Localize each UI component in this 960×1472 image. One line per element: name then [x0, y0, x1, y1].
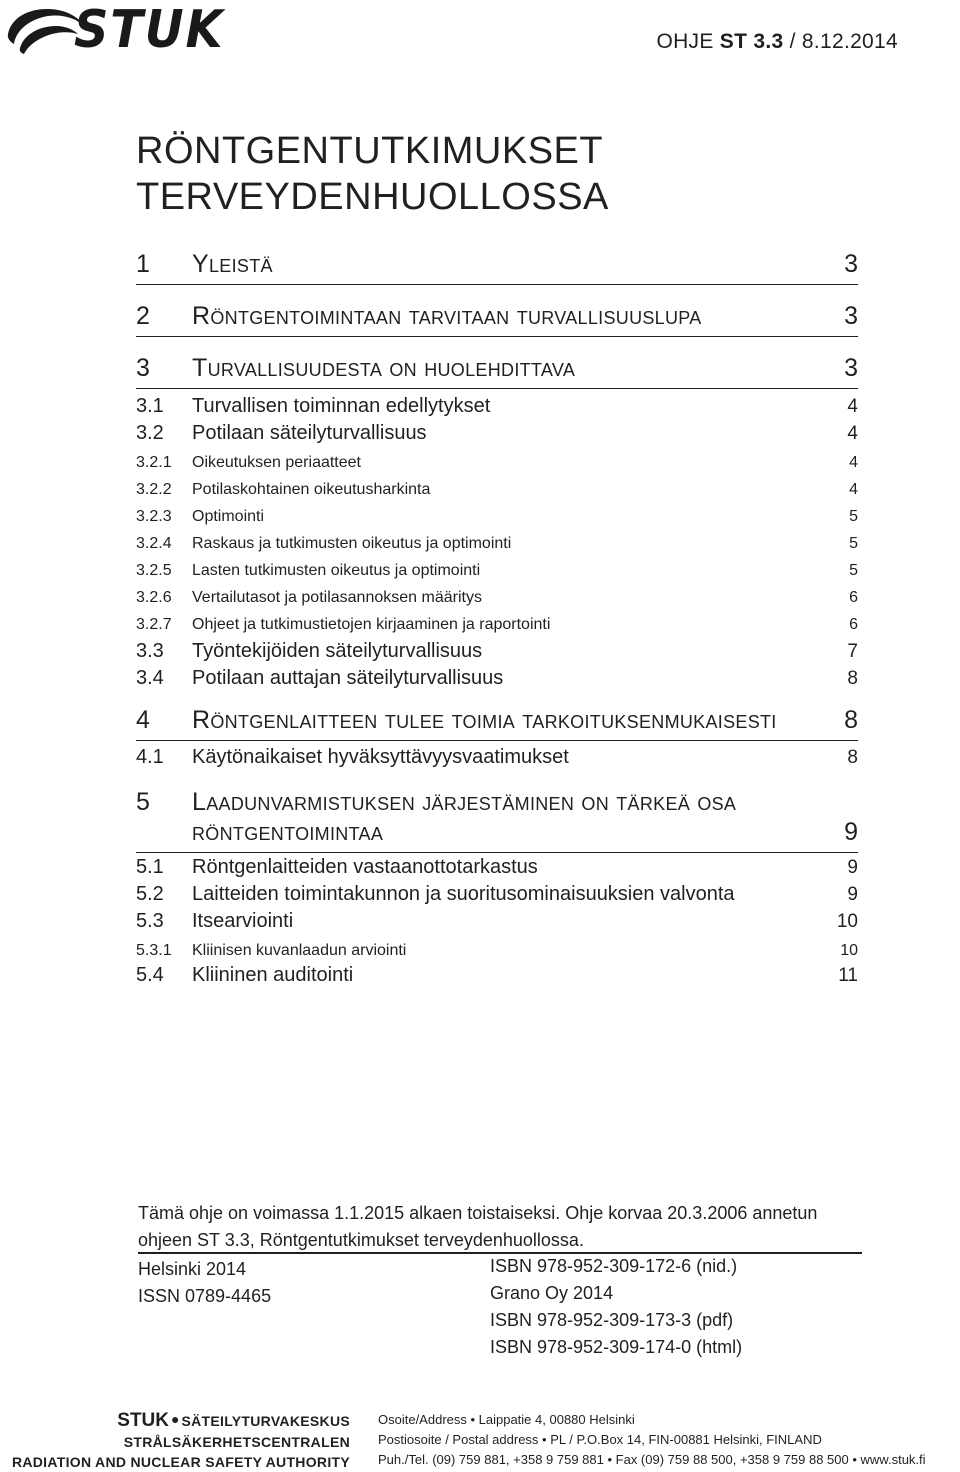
- toc-page: 4: [847, 423, 858, 444]
- isbn-html: ISBN 978-952-309-174-0 (html): [490, 1337, 743, 1357]
- toc-entry[interactable]: [136, 856, 858, 879]
- toc-page: 9: [844, 818, 858, 846]
- toc-page: 4: [849, 481, 858, 498]
- toc-text: Itsearviointi: [192, 910, 294, 932]
- toc-entry[interactable]: [136, 746, 858, 769]
- isbn-pdf: ISBN 978-952-309-173-3 (pdf): [490, 1310, 734, 1330]
- toc-number: 3.2.2: [136, 481, 172, 498]
- toc-entry[interactable]: [136, 942, 858, 960]
- toc-text: Lasten tutkimusten oikeutus ja optimointi: [192, 562, 481, 579]
- toc-text: Turvallisuudesta on huolehdittava: [192, 354, 576, 382]
- toc-entry[interactable]: [136, 535, 858, 553]
- toc-text: Työntekijöiden säteilyturvallisuus: [192, 640, 483, 662]
- toc-entry[interactable]: [136, 395, 858, 418]
- toc-text: Käytönaikaiset hyväksyttävyysvaatimukset: [192, 746, 569, 768]
- toc-page: 5: [849, 508, 858, 525]
- toc-entry[interactable]: [136, 706, 858, 741]
- postal-address: Postiosoite / Postal address • PL / P.O.Box 14, FIN-00881 Helsinki, FINLAND: [378, 1432, 822, 1447]
- toc-text: Potilaan auttajan säteilyturvallisuus: [192, 667, 504, 689]
- toc-entry[interactable]: [136, 883, 858, 906]
- toc-entry[interactable]: [136, 910, 858, 933]
- validity-note: Tämä ohje on voimassa 1.1.2015 alkaen toistaiseksi. Ohje korvaa 20.3.2006 annetun ohjeen ST 3.3, Röntgentutkimukset terveydenhuollossa.: [138, 1203, 818, 1250]
- toc-entry-continued[interactable]: [136, 818, 858, 853]
- toc-number: 5.4: [136, 964, 164, 986]
- toc-text: Turvallisen toiminnan edellytykset: [192, 395, 491, 417]
- toc-number: 5.2: [136, 883, 164, 905]
- toc-entry[interactable]: [136, 354, 858, 389]
- toc-number: 3.4: [136, 667, 164, 689]
- document-code: [656, 30, 898, 54]
- toc-number: 4: [136, 706, 150, 734]
- toc-entry[interactable]: [136, 667, 858, 690]
- toc-number: 5.3.1: [136, 942, 172, 959]
- title-line-2: TERVEYDENHUOLLOSSA: [136, 176, 609, 218]
- toc-number: 5.3: [136, 910, 164, 932]
- toc-text: Potilaan säteilyturvallisuus: [192, 422, 427, 444]
- toc-text: Oikeutuksen periaatteet: [192, 454, 361, 471]
- publication-info-right: [490, 1253, 742, 1361]
- org-name-fi: SÄTEILYTURVAKESKUS: [181, 1413, 350, 1429]
- toc-page: 8: [847, 668, 858, 689]
- printer: Grano Oy 2014: [490, 1283, 614, 1303]
- toc-page: 5: [849, 535, 858, 552]
- toc-page: 5: [849, 562, 858, 579]
- toc-text: Raskaus ja tutkimusten oikeutus ja optimointi: [192, 535, 512, 552]
- toc-number: 3.2.4: [136, 535, 172, 552]
- toc-number: 1: [136, 250, 150, 278]
- toc-page: 7: [847, 641, 858, 662]
- toc-text: Kliininen auditointi: [192, 964, 354, 986]
- toc-entry[interactable]: [136, 481, 858, 499]
- toc-entry[interactable]: [136, 589, 858, 607]
- footer-organization: [12, 1408, 350, 1472]
- toc-entry[interactable]: [136, 616, 858, 634]
- toc-number: 5: [136, 788, 150, 816]
- toc-entry[interactable]: [136, 508, 858, 526]
- toc-text: Vertailutasot ja potilasannoksen määritys: [192, 589, 482, 606]
- toc-page: 8: [847, 747, 858, 768]
- toc-entry[interactable]: [136, 964, 858, 987]
- toc-page: 4: [847, 396, 858, 417]
- toc-number: 3.2.5: [136, 562, 172, 579]
- toc-page: 9: [847, 884, 858, 905]
- doc-prefix: OHJE: [656, 30, 720, 53]
- toc-text: röntgentoimintaa: [192, 818, 384, 846]
- org-name-en: RADIATION AND NUCLEAR SAFETY AUTHORITY: [11, 1454, 350, 1470]
- toc-text: Kliinisen kuvanlaadun arviointi: [192, 942, 407, 959]
- doc-date: / 8.12.2014: [783, 30, 898, 53]
- toc-number: 2: [136, 302, 150, 330]
- toc-page: 3: [844, 250, 858, 278]
- toc-text: Röntgenlaitteiden vastaanottotarkastus: [192, 856, 538, 878]
- toc-text: Potilaskohtainen oikeutusharkinta: [192, 481, 431, 498]
- toc-text: Ohjeet ja tutkimustietojen kirjaaminen ja raportointi: [192, 616, 551, 633]
- isbn-print: ISBN 978-952-309-172-6 (nid.): [490, 1256, 738, 1276]
- toc-text: Laadunvarmistuksen järjestäminen on tärkeä osa: [192, 788, 737, 816]
- toc-number: 4.1: [136, 746, 164, 768]
- toc-entry[interactable]: [136, 562, 858, 580]
- issn: ISSN 0789-4465: [138, 1286, 272, 1306]
- logo-wordmark: STUK: [74, 0, 225, 60]
- toc-page: 4: [849, 454, 858, 471]
- toc-page: 9: [847, 857, 858, 878]
- publication-place-year: Helsinki 2014: [138, 1259, 247, 1279]
- toc-number: 3: [136, 354, 150, 382]
- toc-entry[interactable]: [136, 250, 858, 285]
- toc-entry[interactable]: [136, 302, 858, 337]
- org-name-sv: STRÅLSÄKERHETSCENTRALEN: [123, 1434, 350, 1450]
- toc-page: 3: [844, 354, 858, 382]
- toc-number: 3.3: [136, 640, 164, 662]
- toc-page: 3: [844, 302, 858, 330]
- toc-text: Röntgenlaitteen tulee toimia tarkoituksenmukaisesti: [192, 706, 777, 734]
- phone-fax-web: Puh./Tel. (09) 759 881, +358 9 759 881 • Fax (09) 759 88 500, +358 9 759 88 500 • www.stuk.fi: [378, 1452, 926, 1467]
- toc-number: 3.2.6: [136, 589, 172, 606]
- stuk-logo: [6, 0, 226, 60]
- toc-number: 3.2.7: [136, 616, 172, 633]
- toc-entry[interactable]: [136, 788, 858, 817]
- toc-number: 3.2: [136, 422, 164, 444]
- toc-page: 10: [840, 942, 858, 959]
- toc-number: 3.2.3: [136, 508, 172, 525]
- footer-contact: [378, 1410, 926, 1470]
- toc-number: 3.2.1: [136, 454, 172, 471]
- toc-entry[interactable]: [136, 454, 858, 472]
- toc-page: 6: [849, 616, 858, 633]
- publication-info-left: [138, 1256, 271, 1310]
- bullet-icon: ●: [171, 1411, 180, 1427]
- doc-number: ST 3.3: [719, 30, 784, 53]
- street-address: Osoite/Address • Laippatie 4, 00880 Helsinki: [378, 1412, 635, 1427]
- org-short: STUK: [117, 1410, 170, 1431]
- toc-entry[interactable]: [136, 640, 858, 663]
- toc-page: 11: [838, 965, 858, 986]
- toc-text: Optimointi: [192, 508, 265, 525]
- toc-page: 10: [836, 911, 858, 932]
- document-title: [136, 128, 836, 220]
- toc-number: 5.1: [136, 856, 164, 878]
- toc-page: 6: [849, 589, 858, 606]
- toc-text: Röntgentoimintaan tarvitaan turvallisuuslupa: [192, 302, 702, 330]
- toc-page: 8: [844, 706, 858, 734]
- toc-text: Laitteiden toimintakunnon ja suoritusominaisuuksien valvonta: [192, 883, 735, 905]
- title-line-1: RÖNTGENTUTKIMUKSET: [136, 130, 604, 172]
- toc-entry[interactable]: [136, 422, 858, 445]
- toc-number: 3.1: [136, 395, 164, 417]
- toc-text: Yleistä: [192, 250, 273, 278]
